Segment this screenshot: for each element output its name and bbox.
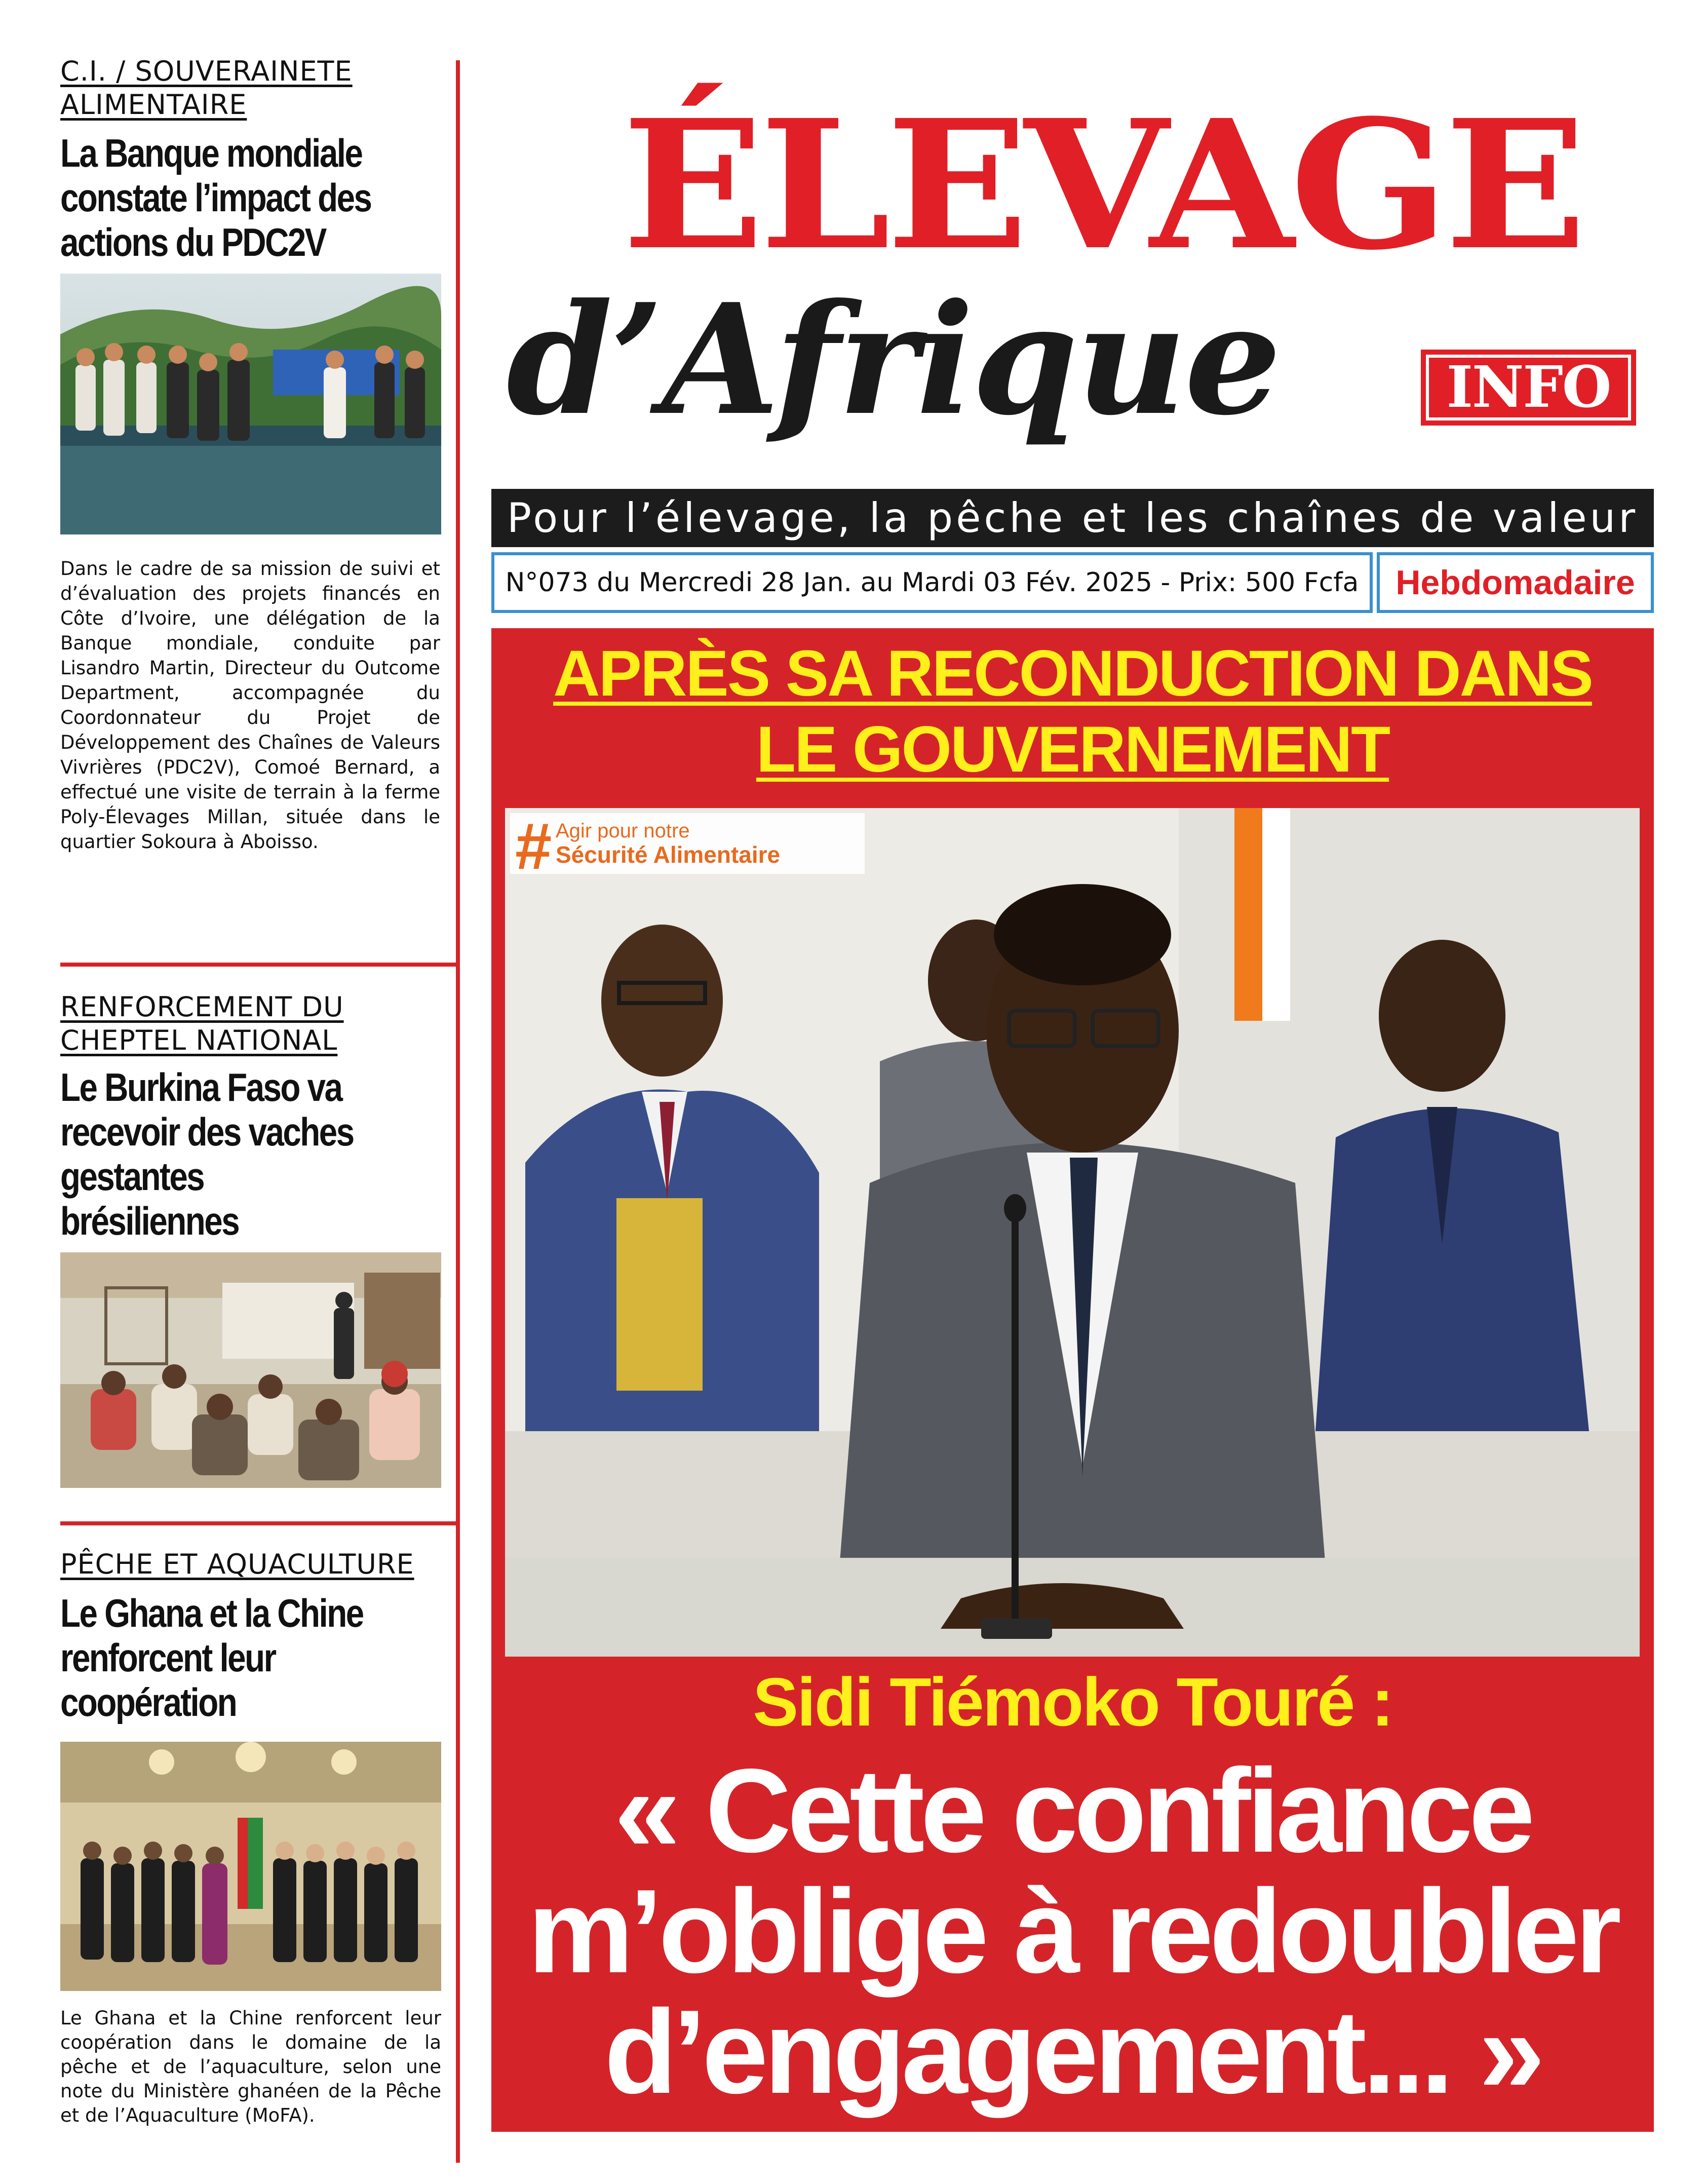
info-badge-label: INFO [1426, 355, 1631, 420]
main-kicker-line-1: APRÈS SA RECONDUCTION DANS [553, 637, 1592, 710]
column-divider [456, 60, 460, 2163]
main-story-photo[interactable] [505, 808, 1640, 1657]
article-1-kicker[interactable]: C.I. / SOUVERAINETE ALIMENTAIRE [60, 55, 353, 121]
article-2-headline[interactable]: Le Burkina Faso va recevoir des vaches gestantes brésiliennes [60, 1065, 354, 1243]
training-room-photo [60, 1252, 441, 1488]
article-1-body: Dans le cadre de sa mission de suivi et d’évaluation des projets financés en Côte d’Ivoire, une délégation de la Banque mondiale, conduite par Lisandro Martin, Directeur du Outcome Department, accompagnée du Coordonnateur du Projet de Développement des Chaînes de Valeurs Vivrières (PDC2V), Comoé Bernard, a effectué une visite de terrain à la ferme Poly-Élevages Millan, située dans le quartier Sokoura à Aboisso. [60, 558, 440, 853]
svg-text:#: # [515, 809, 552, 883]
article-1-photo[interactable] [60, 274, 441, 534]
minister-photo [505, 808, 1640, 1657]
info-badge [1421, 350, 1636, 426]
section-divider [60, 963, 456, 967]
overlay-line-2: Sécurité Alimentaire [556, 841, 781, 868]
masthead-title: ÉLEVAGE [622, 81, 1582, 289]
article-1-headline[interactable]: La Banque mondiale constate l’impact des actions du PDC2V [60, 131, 371, 264]
main-story-kicker[interactable] [491, 636, 1654, 788]
main-kicker-line-2: LE GOUVERNEMENT [756, 713, 1389, 786]
article-2-photo[interactable] [60, 1252, 441, 1488]
article-3-kicker[interactable]: PÊCHE ET AQUACULTURE [60, 1548, 414, 1580]
article-3-photo[interactable] [60, 1742, 441, 1991]
article-2-kicker[interactable]: RENFORCEMENT DU CHEPTEL NATIONAL [60, 991, 344, 1056]
farm-visit-photo [60, 274, 441, 534]
tagline: Pour l’élevage, la pêche et les chaînes de valeur [491, 489, 1654, 547]
section-divider [60, 1521, 456, 1525]
delegation-group-photo [60, 1742, 441, 1991]
speaker-name[interactable]: Sidi Tiémoko Touré : [753, 1664, 1392, 1740]
article-3-headline[interactable]: Le Ghana et la Chine renforcent leur coopération [60, 1591, 363, 1725]
main-quote-headline[interactable]: « Cette confiance m’oblige à redoubler d’engagement... » [527, 1744, 1618, 2118]
frequency-badge: Hebdomadaire [1377, 552, 1654, 613]
issue-info: N°073 du Mercredi 28 Jan. au Mardi 03 Fév. 2025 - Prix: 500 Fcfa [491, 552, 1373, 613]
article-3-body: Le Ghana et la Chine renforcent leur coopération dans le domaine de la pêche et de l’aquaculture, selon une note du Ministère ghanéen de la Pêche et de l’Aquaculture (MoFA). [60, 2007, 441, 2126]
overlay-line-1: Agir pour notre [556, 820, 690, 842]
masthead-subtitle: d’Afrique [507, 270, 1280, 449]
